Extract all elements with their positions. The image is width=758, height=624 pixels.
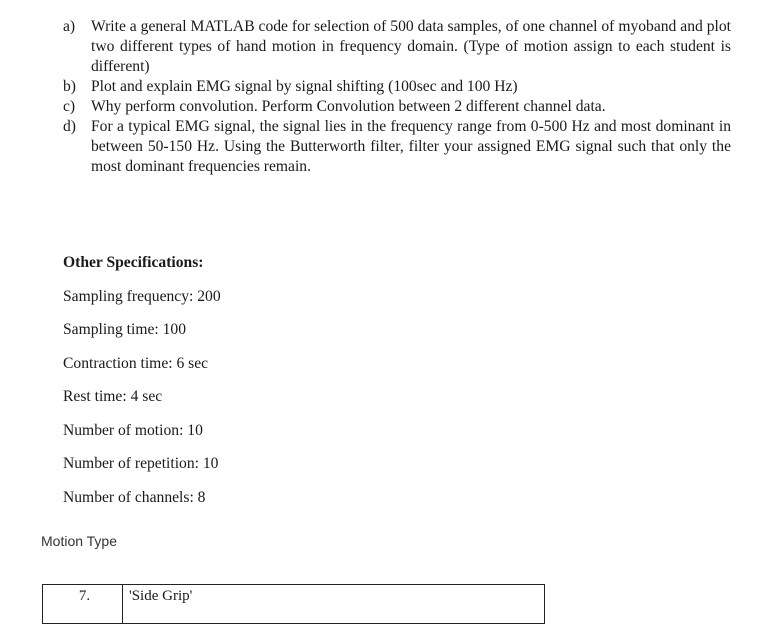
question-d — [63, 117, 731, 177]
question-text: For a typical EMG signal, the signal lies in the frequency range from 0-500 Hz and most dominant in between 50-150 Hz. Using the Butterworth filter, filter your assigned EMG signal such that only the most dominant frequencies remain. — [91, 118, 731, 175]
question-b — [63, 77, 731, 97]
spec-sampling-frequency: Sampling frequency: 200 — [63, 287, 221, 305]
spec-number-of-motion: Number of motion: 10 — [63, 421, 203, 439]
motion-type-table — [42, 584, 545, 624]
motion-number-cell: 7. — [43, 585, 123, 623]
question-letter: a) — [63, 18, 76, 35]
question-text: Write a general MATLAB code for selection of 500 data samples, of one channel of myoband and plot two different types of hand motion in frequency domain. (Type of motion assign to each student is different) — [91, 18, 731, 75]
question-a — [63, 17, 731, 77]
question-letter: b) — [63, 78, 76, 95]
motion-name-cell: 'Side Grip' — [129, 588, 193, 604]
spec-rest-time: Rest time: 4 sec — [63, 388, 163, 405]
specs-heading: Other Specifications: — [63, 254, 204, 271]
spec-number-of-repetition: Number of repetition: 10 — [63, 455, 219, 472]
question-text: Plot and explain EMG signal by signal shifting (100sec and 100 Hz) — [91, 78, 518, 95]
spec-sampling-time: Sampling time: 100 — [63, 321, 187, 338]
question-c — [63, 97, 731, 117]
question-list — [63, 17, 731, 177]
question-letter: d) — [63, 118, 76, 135]
other-specifications — [63, 252, 221, 520]
motion-type-label: Motion Type — [41, 533, 118, 549]
question-text: Why perform convolution. Perform Convolution between 2 different channel data. — [91, 98, 606, 115]
question-letter: c) — [63, 98, 76, 115]
spec-number-of-channels: Number of channels: 8 — [63, 488, 206, 506]
spec-contraction-time: Contraction time: 6 sec — [63, 354, 209, 372]
